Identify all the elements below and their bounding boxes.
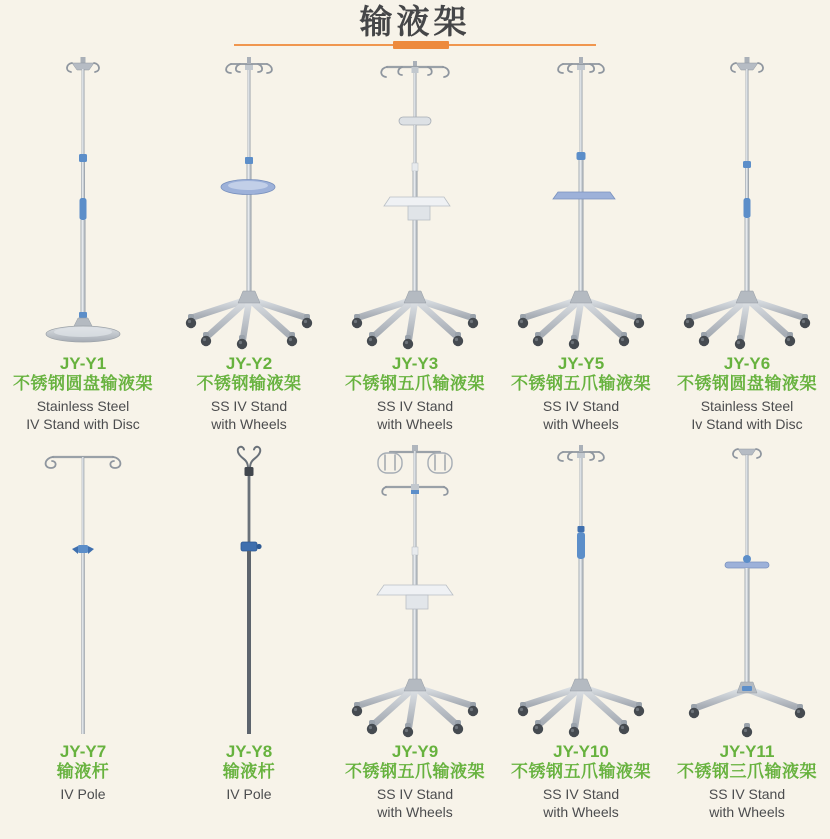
product-name-cn: 不锈钢五爪输液架 — [511, 373, 651, 393]
product-caption — [511, 354, 651, 433]
iv-stand-disc-illustration — [8, 51, 158, 351]
iv-pole-dark-illustration — [174, 439, 324, 739]
iv-stand-wheels-sleeve-illustration — [506, 439, 656, 739]
product-image-jy-y11 — [672, 439, 822, 739]
product-name-en: Stainless Steel IV Stand with Disc — [26, 398, 140, 432]
product-card-jy-y11 — [664, 439, 830, 821]
iv-pole-illustration — [8, 439, 158, 739]
product-card-jy-y3 — [332, 51, 498, 433]
product-image-jy-y2 — [174, 51, 324, 351]
product-name-en: SS IV Stand with Wheels — [376, 786, 454, 820]
product-card-jy-y2 — [166, 51, 332, 433]
model-label: JY-Y6 — [723, 354, 771, 374]
product-caption — [197, 354, 302, 433]
model-label: JY-Y7 — [59, 742, 107, 762]
product-image-jy-y7 — [8, 439, 158, 739]
product-image-jy-y9 — [340, 439, 490, 739]
iv-stand-bottle-holder-illustration — [340, 439, 490, 739]
product-name-en: Stainless Steel Iv Stand with Disc — [691, 398, 803, 432]
product-name-cn: 不锈钢输液架 — [196, 373, 302, 393]
product-card-jy-y8 — [166, 439, 332, 821]
product-caption — [223, 742, 276, 803]
product-caption — [345, 354, 485, 433]
title-underline — [234, 41, 596, 49]
product-image-jy-y10 — [506, 439, 656, 739]
product-caption — [511, 742, 651, 821]
product-name-en: SS IV Stand with Wheels — [542, 398, 620, 432]
product-name-cn: 输液杆 — [56, 761, 110, 781]
model-label: JY-Y9 — [391, 742, 439, 762]
product-image-jy-y5 — [506, 51, 656, 351]
model-label: JY-Y1 — [59, 354, 107, 374]
product-image-jy-y1 — [8, 51, 158, 351]
product-card-jy-y10 — [498, 439, 664, 821]
model-label: JY-Y5 — [557, 354, 605, 374]
product-grid-row-2 — [0, 439, 830, 821]
product-name-cn: 不锈钢三爪输液架 — [677, 761, 817, 781]
product-name-cn: 不锈钢五爪输液架 — [345, 761, 485, 781]
iv-stand-wheels-bowl-illustration — [174, 51, 324, 351]
product-name-en: SS IV Stand with Wheels — [376, 398, 454, 432]
product-caption — [677, 354, 817, 433]
product-name-cn: 不锈钢五爪输液架 — [511, 761, 651, 781]
model-label: JY-Y2 — [225, 354, 273, 374]
product-card-jy-y5 — [498, 51, 664, 433]
iv-stand-wheels-flat-tray-illustration — [506, 51, 656, 351]
iv-stand-wheels-tray-illustration — [340, 51, 490, 351]
product-caption — [677, 742, 817, 821]
iv-stand-three-leg-illustration — [672, 439, 822, 739]
product-card-jy-y1 — [0, 51, 166, 433]
model-label: JY-Y10 — [553, 742, 609, 762]
page-title: 输液架 — [359, 3, 471, 40]
product-name-en: SS IV Stand with Wheels — [708, 786, 786, 820]
product-name-cn: 不锈钢五爪输液架 — [345, 373, 485, 393]
product-caption — [57, 742, 110, 803]
product-card-jy-y6 — [664, 51, 830, 433]
product-name-en: IV Pole — [226, 786, 272, 803]
title-underline-accent — [393, 41, 449, 49]
product-grid-row-1 — [0, 51, 830, 433]
product-name-cn: 不锈钢圆盘输液架 — [677, 373, 817, 393]
product-caption — [345, 742, 485, 821]
product-image-jy-y8 — [174, 439, 324, 739]
model-label: JY-Y3 — [391, 354, 439, 374]
product-card-jy-y7 — [0, 439, 166, 821]
model-label: JY-Y11 — [719, 742, 775, 762]
product-name-cn: 不锈钢圆盘输液架 — [13, 373, 153, 393]
product-name-cn: 输液杆 — [222, 761, 276, 781]
product-name-en: SS IV Stand with Wheels — [210, 398, 288, 432]
page-header — [0, 0, 830, 49]
product-name-en: SS IV Stand with Wheels — [542, 786, 620, 820]
product-image-jy-y6 — [672, 51, 822, 351]
product-card-jy-y9 — [332, 439, 498, 821]
model-label: JY-Y8 — [225, 742, 273, 762]
product-image-jy-y3 — [340, 51, 490, 351]
product-caption — [13, 354, 153, 433]
product-name-en: IV Pole — [60, 786, 106, 803]
iv-stand-wheels-cap-illustration — [672, 51, 822, 351]
